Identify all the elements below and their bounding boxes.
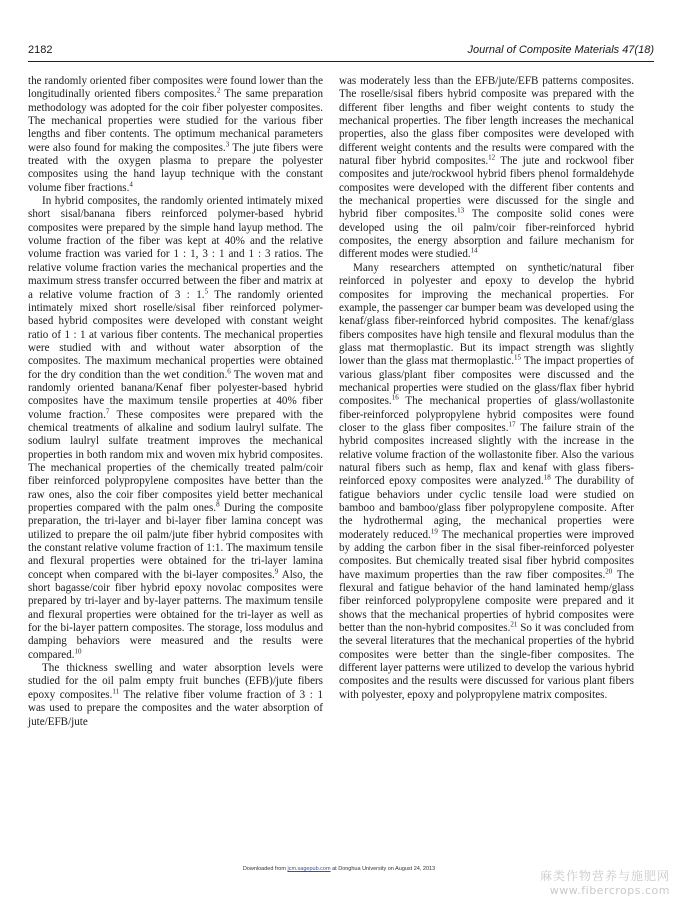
text-run: The same preparation methodology was adopted for the coir fiber polyester composites. The mechanical properties were studied for the various fiber lengths and fiber contents. The optimum mechanical parameters were also found for making the composites. xyxy=(28,88,323,154)
citation-marker: 6 xyxy=(227,366,231,375)
left-column xyxy=(28,75,323,729)
paragraph xyxy=(339,75,634,262)
citation-marker: 7 xyxy=(105,406,110,415)
text-run: The composite solid cones were developed using the oil palm/coir fiber-reinforced hybrid composites, the energy absorption and failure mechanism for different modes were studied. xyxy=(339,208,634,261)
citation-marker: 8 xyxy=(216,500,220,509)
citation-marker: 11 xyxy=(112,687,120,696)
paragraph xyxy=(28,195,323,662)
journal-title: Journal of Composite Materials 47(18) xyxy=(467,44,654,56)
page-number: 2182 xyxy=(28,44,53,56)
citation-marker: 17 xyxy=(508,420,516,429)
citation-marker: 10 xyxy=(74,647,82,656)
citation-marker: 13 xyxy=(457,206,465,215)
citation-marker: 15 xyxy=(514,353,522,362)
text-run: the randomly oriented fiber composites were found lower than the longitudinally oriented fibers composites. xyxy=(28,75,323,101)
right-column xyxy=(339,75,634,702)
text-run: The woven mat and randomly oriented banana/Kenaf fiber polyester-based hybrid composites have the maximum tensile properties at 40% fiber volume fraction. xyxy=(28,368,324,421)
citation-marker: 5 xyxy=(204,286,209,295)
paragraph xyxy=(28,75,323,195)
citation-marker: 9 xyxy=(274,567,279,576)
citation-marker: 12 xyxy=(488,153,496,162)
citation-marker: 18 xyxy=(543,473,551,482)
text-run: The mechanical properties of glass/wollastonite fiber-reinforced polypropylene hybrid composites were found closer to the glass fiber composites. xyxy=(339,395,634,434)
text-run: Many researchers attempted on synthetic/natural fiber reinforced in polyester and epoxy to develop the hybrid composites for improving the mechanical properties. For example, the passenger car bumper beam was developed using the kenaf/glass fiber-reinforced hybrid composites. The kenaf/glass fibers composites have high tensile and flexural modulus than the glass mat thermoplastic. But its impact strength was slightly lower than the glass mat thermoplastic. xyxy=(339,261,634,368)
watermark-line-2: www.fibercrops.com xyxy=(549,884,670,897)
citation-marker: 3 xyxy=(225,140,230,149)
text-run: So it was concluded from the several literatures that the mechanical properties of the hybrid composites were better than the single-fiber composites. The different layer patterns were utilized to develop the various hybrid composites and the results were discussed for various plant fibers with polyester, epoxy and polypropylene matrix composites. xyxy=(339,622,634,701)
paragraph xyxy=(28,662,323,729)
text-run: During the composite preparation, the tri-layer and bi-layer fiber lamina concept was utilized to prepare the oil palm/jute fiber hybrid composites with the constant relative volume fraction of 1:1. The maximum tensile and flexural properties were obtained for the tri-layer lamina concept when compared with the bi-layer composites. xyxy=(28,502,324,581)
footer-prefix: Downloaded from xyxy=(242,866,288,872)
paragraph xyxy=(339,262,634,702)
text-run: The thickness swelling and water absorption levels were studied for the oil palm empty fruit bunches (EFB)/jute fibers epoxy composites. xyxy=(28,662,323,701)
text-run: The relative fiber volume fraction of 3 : 1 was used to prepare the composites and the water absorption of jute/EFB/jute xyxy=(28,688,323,728)
running-header xyxy=(28,44,654,58)
citation-marker: 19 xyxy=(430,527,438,535)
text-run: In hybrid composites, the randomly oriented intimately mixed short sisal/banana fibers reinforced polymer-based hybrid composites were prepared by the simple hand layup method. The volume fraction of the fiber was kept at 40% and the relative volume fraction was varied for 1 : 1, 3 : 1 and 1 : 3 ratios. The relative volume fraction varies the mechanical properties and the maximum stress transfer occurred between the fiber and matrix at a relative volume fraction of 3 : 1. xyxy=(28,195,323,301)
citation-marker: 16 xyxy=(391,393,399,402)
text-run: Also, the short bagasse/coir fiber hybrid epoxy novolac composites were prepared by tri-layer and by-layer patterns. The maximum tensile and flexural properties were obtained for the tri-layer as well as for the bi-layer pattern composites. The storage, loss modulus and damping behaviors were measured and the results were compared. xyxy=(28,568,323,661)
footer-link[interactable]: jcm.sagepub.com xyxy=(287,866,331,872)
citation-marker: 20 xyxy=(605,567,613,576)
text-run: The jute and rockwool fiber composites and jute/rockwool hybrid fibers phenol formaldehyde composites were developed with the different fiber contents and the mechanical properties were discussed for the single and hybrid fiber composites. xyxy=(339,155,634,221)
text-run: The flexural and fatigue behavior of the hand laminated hemp/glass fiber reinforced polypropylene composite were prepared and it shows that the mechanical properties of hybrid composites were better than the non-hybrid composites. xyxy=(339,568,634,635)
citation-marker: 21 xyxy=(510,620,518,629)
header-rule xyxy=(28,61,654,62)
text-run: The randomly oriented intimately mixed short roselle/sisal fiber reinforced polymer-based hybrid composites were developed with constant weight ratio of 1 : 1 at various fiber contents. The mechanical properties were studied with and without water absorption of the composites. The maximum mechanical properties were obtained for the dry condition than the wet condition. xyxy=(28,288,324,381)
watermark-line-1: 麻类作物营养与施肥网 xyxy=(539,869,670,883)
text-run: The impact properties of various glass/plant fiber composites were discussed and the mechanical properties were studied on the glass/flax fiber hybrid composites. xyxy=(339,355,634,408)
watermark xyxy=(540,867,670,897)
text-run: The durability of fatigue behaviors under cyclic tensile load were studied on bamboo and bamboo/glass fiber polypropylene composite. After the hydrothermal aging, the mechanical properties were moderately reduced. xyxy=(339,475,634,541)
citation-marker: 4 xyxy=(129,180,133,189)
text-run: The jute fibers were treated with the oxygen plasma to prepare the polyester composites using the hand layup technique with the constant volume fiber fractions. xyxy=(28,141,323,194)
text-run: The mechanical properties were improved by adding the carbon fiber in the sisal fiber-reinforced polyester composites. But chemically treated sisal fiber hybrid composites have maximum properties than the raw fiber composites. xyxy=(339,528,634,581)
citation-marker: 14 xyxy=(470,246,478,255)
citation-marker: 2 xyxy=(216,86,221,95)
text-run: The failure strain of the hybrid composites increased slightly with the increase in the relative volume fraction of the wollastonite fiber. Also the various natural fibers such as hemp, flax and kenaf with glass fibers-reinforced epoxy composites were analyzed. xyxy=(339,421,634,488)
text-run: was moderately less than the EFB/jute/EFB patterns composites. The roselle/sisal fibers hybrid composite was prepared with the different fiber lengths and fiber weight contents to study the mechanical properties. The fiber length increases the mechanical properties, also the glass fiber composites were developed with different weight contents and the results were compared with the natural fiber hybrid composites. xyxy=(339,75,634,168)
footer-suffix: at Donghua University on August 24, 2013 xyxy=(330,866,436,872)
text-run: These composites were prepared with the chemical treatments of alkaline and sodium laulryl sulfate. The sodium laulryl sulfate treatment improves the mechanical properties in both random mix and woven mix hybrid composites. The mechanical properties of the chemically treated palm/coir fiber reinforced polypropylene composites have better than the raw ones, also the coir fiber composites yield better mechanical properties compared with the palm ones. xyxy=(28,408,323,514)
